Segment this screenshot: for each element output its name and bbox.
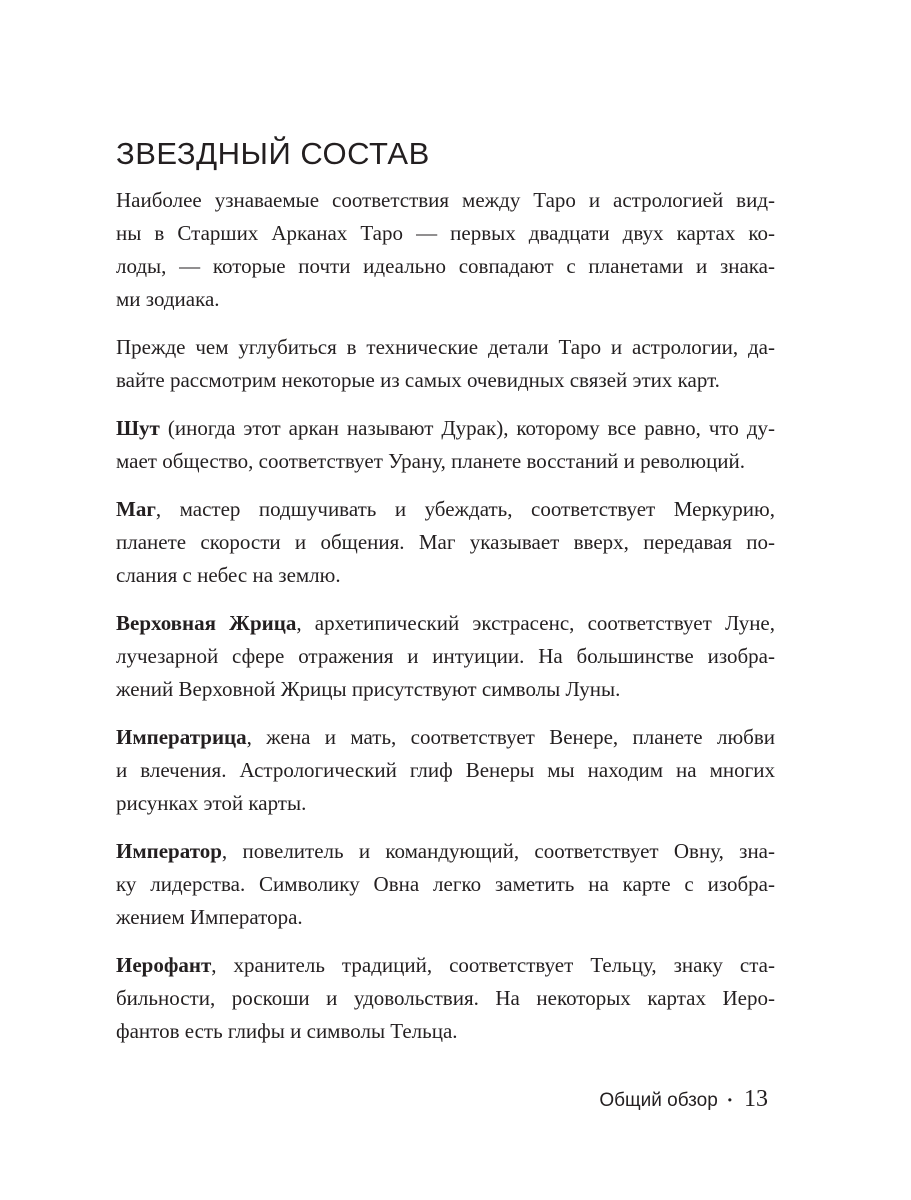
footer-bullet: • (727, 1093, 732, 1107)
line-text: мает общество, соответствует Урану, планете восстаний и революций. (116, 449, 746, 473)
text-line (116, 250, 775, 283)
line-text: бильности, роскоши и удовольствия. На некоторых картах Иеро- (116, 986, 775, 1010)
text-line (116, 982, 775, 1015)
line-text: ми зодиака. (116, 287, 220, 311)
paragraph (116, 949, 775, 1048)
text-line (116, 868, 775, 901)
text-line (116, 673, 775, 706)
text-line (116, 640, 775, 673)
text-line (116, 721, 775, 754)
page-number: 13 (744, 1086, 768, 1112)
line-text: Прежде чем углубиться в технические детали Таро и астрологии, да- (116, 335, 775, 359)
line-text: ку лидерства. Символику Овна легко заметить на карте с изобра- (116, 872, 775, 896)
tarot-card-name: Император (116, 839, 222, 863)
line-text: рисунках этой карты. (116, 791, 307, 815)
line-text: фантов есть глифы и символы Тельца. (116, 1019, 458, 1043)
text-line (116, 526, 775, 559)
text-line (116, 217, 775, 250)
line-text: вайте рассмотрим некоторые из самых очевидных связей этих карт. (116, 368, 720, 392)
text-line (116, 1015, 775, 1048)
line-text: лучезарной сфере отражения и интуиции. На большинстве изобра- (116, 644, 775, 668)
line-text: , жена и мать, соответствует Венере, планете любви (246, 725, 775, 749)
chapter-heading: ЗВЕЗДНЫЙ СОСТАВ (116, 136, 430, 171)
tarot-card-name: Маг (116, 497, 156, 521)
line-text: ны в Старших Арканах Таро — первых двадцати двух картах ко- (116, 221, 775, 245)
page-footer (599, 1086, 768, 1113)
text-line (116, 283, 775, 316)
paragraph (116, 412, 775, 478)
line-text: жением Императора. (116, 905, 303, 929)
text-line (116, 445, 775, 478)
text-line (116, 412, 775, 445)
tarot-card-name: Иерофант (116, 953, 212, 977)
paragraph (116, 835, 775, 934)
text-line (116, 835, 775, 868)
line-text: , архетипический экстрасенс, соответствует Луне, (296, 611, 775, 635)
text-line (116, 559, 775, 592)
paragraph (116, 721, 775, 820)
paragraph (116, 331, 775, 397)
text-line (116, 493, 775, 526)
text-line (116, 949, 775, 982)
line-text: , хранитель традиций, соответствует Тельцу, знаку ста- (211, 953, 775, 977)
line-text: , мастер подшучивать и убеждать, соответствует Меркурию, (155, 497, 775, 521)
line-text: , повелитель и командующий, соответствует Овну, зна- (221, 839, 775, 863)
text-line (116, 184, 775, 217)
line-text: лоды, — которые почти идеально совпадают с планетами и знака- (116, 254, 775, 278)
text-line (116, 754, 775, 787)
line-text: (иногда этот аркан называют Дурак), которому все равно, что ду- (159, 416, 775, 440)
text-line (116, 364, 775, 397)
paragraph (116, 607, 775, 706)
text-line (116, 607, 775, 640)
tarot-card-name: Верховная Жрица (116, 611, 297, 635)
line-text: и влечения. Астрологический глиф Венеры мы находим на многих (116, 758, 775, 782)
line-text: слания с небес на землю. (116, 563, 341, 587)
line-text: планете скорости и общения. Маг указывает вверх, передавая по- (116, 530, 775, 554)
paragraph (116, 493, 775, 592)
text-line (116, 901, 775, 934)
tarot-card-name: Шут (116, 416, 160, 440)
running-footer-section: Общий обзор (599, 1090, 718, 1111)
body-text (116, 184, 775, 1063)
text-line (116, 787, 775, 820)
paragraph (116, 184, 775, 316)
tarot-card-name: Императрица (116, 725, 247, 749)
text-line (116, 331, 775, 364)
line-text: жений Верховной Жрицы присутствуют символы Луны. (116, 677, 621, 701)
line-text: Наиболее узнаваемые соответствия между Таро и астрологией вид- (116, 188, 775, 212)
